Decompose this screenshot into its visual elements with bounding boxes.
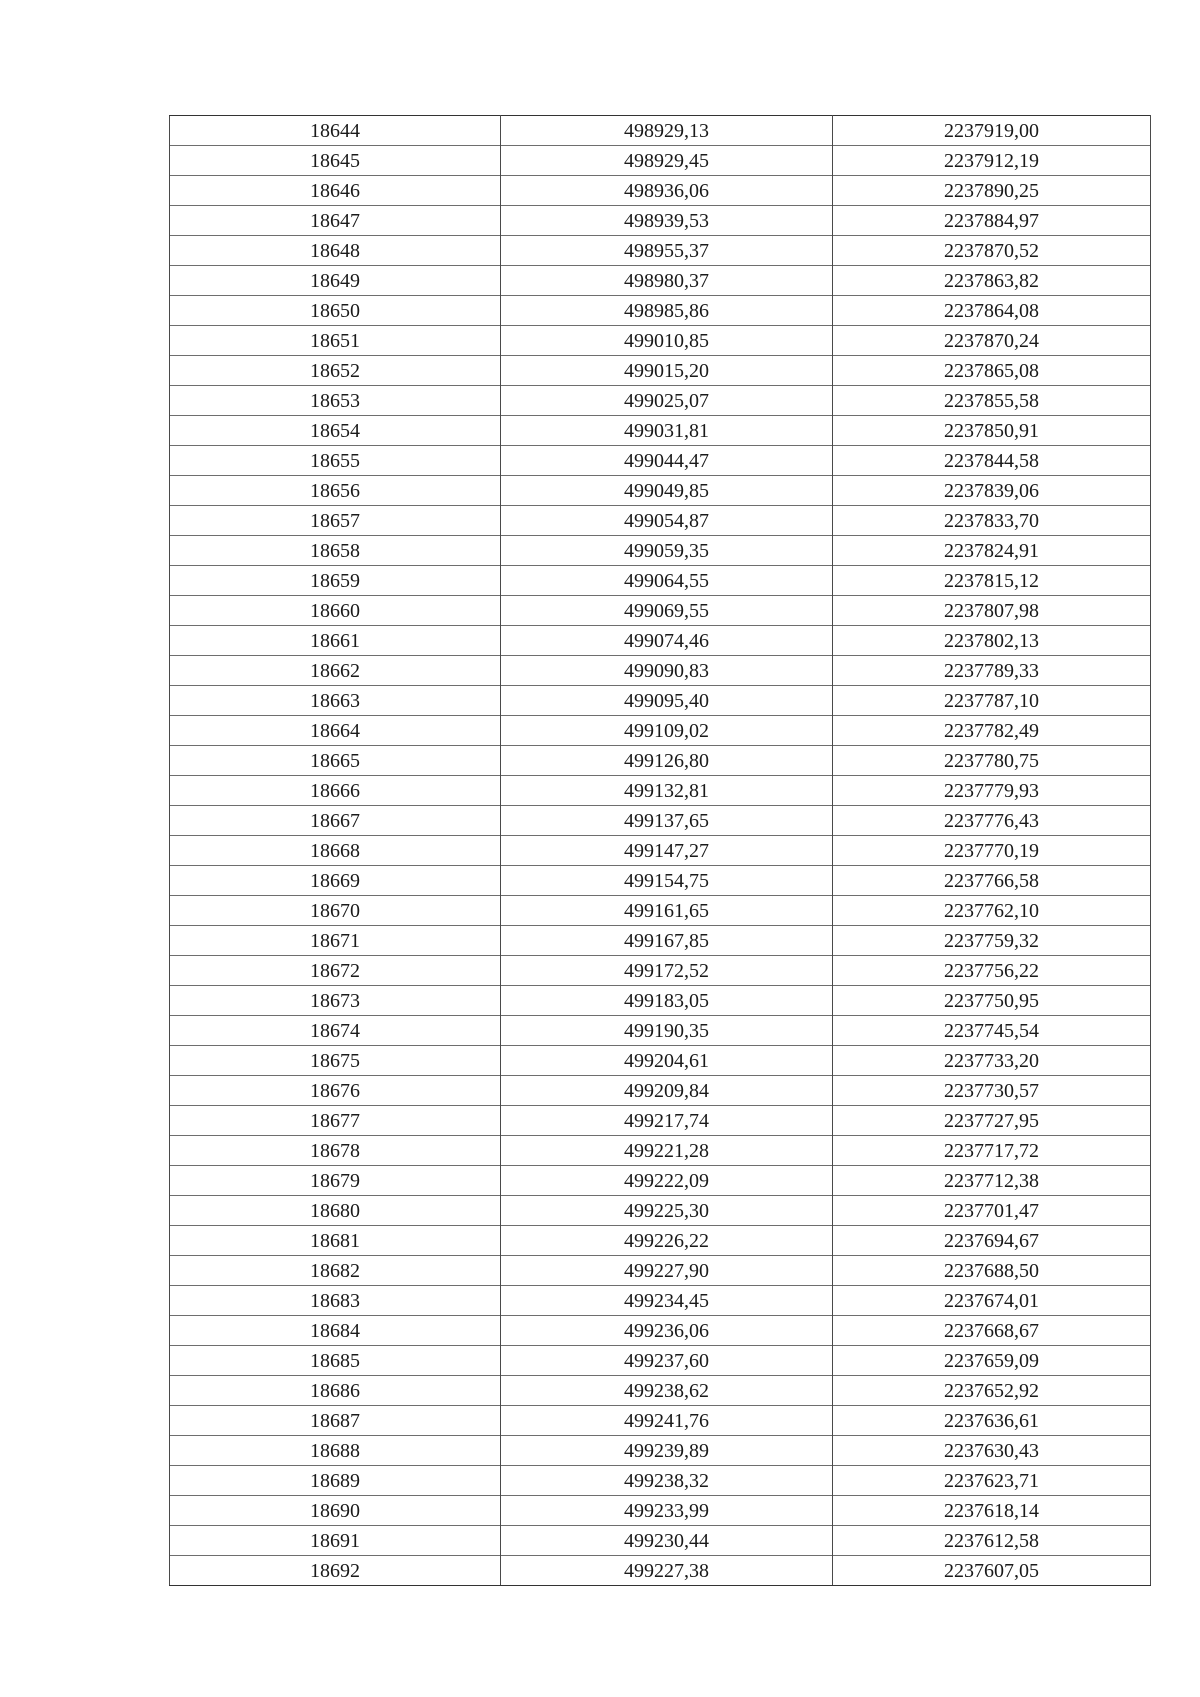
point-number-cell: 18663: [170, 686, 501, 716]
point-number-cell: 18657: [170, 506, 501, 536]
table-row: [170, 1076, 1151, 1106]
point-number-cell: 18691: [170, 1526, 501, 1556]
x-coordinate-cell: 499109,02: [501, 716, 833, 746]
y-coordinate-cell: 2237780,75: [833, 746, 1151, 776]
point-number-cell: 18660: [170, 596, 501, 626]
x-coordinate-cell: 499241,76: [501, 1406, 833, 1436]
point-number-cell: 18656: [170, 476, 501, 506]
point-number-cell: 18658: [170, 536, 501, 566]
y-coordinate-cell: 2237652,92: [833, 1376, 1151, 1406]
y-coordinate-cell: 2237912,19: [833, 146, 1151, 176]
y-coordinate-cell: 2237844,58: [833, 446, 1151, 476]
y-coordinate-cell: 2237807,98: [833, 596, 1151, 626]
point-number-cell: 18675: [170, 1046, 501, 1076]
table-row: [170, 1466, 1151, 1496]
table-row: [170, 266, 1151, 296]
x-coordinate-cell: 499010,85: [501, 326, 833, 356]
x-coordinate-cell: 499209,84: [501, 1076, 833, 1106]
table-row: [170, 776, 1151, 806]
table-row: [170, 716, 1151, 746]
point-number-cell: 18661: [170, 626, 501, 656]
table-row: [170, 416, 1151, 446]
point-number-cell: 18648: [170, 236, 501, 266]
point-number-cell: 18678: [170, 1136, 501, 1166]
y-coordinate-cell: 2237727,95: [833, 1106, 1151, 1136]
table-row: [170, 1406, 1151, 1436]
x-coordinate-cell: 499049,85: [501, 476, 833, 506]
point-number-cell: 18655: [170, 446, 501, 476]
table-row: [170, 1496, 1151, 1526]
x-coordinate-cell: 499054,87: [501, 506, 833, 536]
x-coordinate-cell: 499227,38: [501, 1556, 833, 1586]
point-number-cell: 18687: [170, 1406, 501, 1436]
y-coordinate-cell: 2237674,01: [833, 1286, 1151, 1316]
x-coordinate-cell: 498980,37: [501, 266, 833, 296]
table-row: [170, 986, 1151, 1016]
y-coordinate-cell: 2237789,33: [833, 656, 1151, 686]
y-coordinate-cell: 2237776,43: [833, 806, 1151, 836]
point-number-cell: 18664: [170, 716, 501, 746]
y-coordinate-cell: 2237787,10: [833, 686, 1151, 716]
table-row: [170, 326, 1151, 356]
point-number-cell: 18645: [170, 146, 501, 176]
table-row: [170, 1316, 1151, 1346]
point-number-cell: 18649: [170, 266, 501, 296]
x-coordinate-cell: 499069,55: [501, 596, 833, 626]
point-number-cell: 18673: [170, 986, 501, 1016]
point-number-cell: 18667: [170, 806, 501, 836]
point-number-cell: 18684: [170, 1316, 501, 1346]
x-coordinate-cell: 499031,81: [501, 416, 833, 446]
point-number-cell: 18683: [170, 1286, 501, 1316]
y-coordinate-cell: 2237762,10: [833, 896, 1151, 926]
point-number-cell: 18689: [170, 1466, 501, 1496]
point-number-cell: 18680: [170, 1196, 501, 1226]
x-coordinate-cell: 499172,52: [501, 956, 833, 986]
y-coordinate-cell: 2237630,43: [833, 1436, 1151, 1466]
x-coordinate-cell: 499044,47: [501, 446, 833, 476]
y-coordinate-cell: 2237612,58: [833, 1526, 1151, 1556]
point-number-cell: 18672: [170, 956, 501, 986]
y-coordinate-cell: 2237890,25: [833, 176, 1151, 206]
y-coordinate-cell: 2237815,12: [833, 566, 1151, 596]
y-coordinate-cell: 2237688,50: [833, 1256, 1151, 1286]
y-coordinate-cell: 2237668,67: [833, 1316, 1151, 1346]
x-coordinate-cell: 498955,37: [501, 236, 833, 266]
y-coordinate-cell: 2237756,22: [833, 956, 1151, 986]
x-coordinate-cell: 499059,35: [501, 536, 833, 566]
table-row: [170, 1196, 1151, 1226]
table-row: [170, 1256, 1151, 1286]
x-coordinate-cell: 499132,81: [501, 776, 833, 806]
x-coordinate-cell: 499233,99: [501, 1496, 833, 1526]
x-coordinate-cell: 499074,46: [501, 626, 833, 656]
y-coordinate-cell: 2237864,08: [833, 296, 1151, 326]
y-coordinate-cell: 2237833,70: [833, 506, 1151, 536]
point-number-cell: 18690: [170, 1496, 501, 1526]
table-row: [170, 806, 1151, 836]
table-row: [170, 1106, 1151, 1136]
table-row: [170, 746, 1151, 776]
point-number-cell: 18677: [170, 1106, 501, 1136]
table-row: [170, 956, 1151, 986]
x-coordinate-cell: 499137,65: [501, 806, 833, 836]
x-coordinate-cell: 499161,65: [501, 896, 833, 926]
point-number-cell: 18674: [170, 1016, 501, 1046]
table-row: [170, 1436, 1151, 1466]
x-coordinate-cell: 499217,74: [501, 1106, 833, 1136]
table-row: [170, 356, 1151, 386]
x-coordinate-cell: 499025,07: [501, 386, 833, 416]
table-row: [170, 626, 1151, 656]
point-number-cell: 18666: [170, 776, 501, 806]
x-coordinate-cell: 499183,05: [501, 986, 833, 1016]
point-number-cell: 18662: [170, 656, 501, 686]
y-coordinate-cell: 2237779,93: [833, 776, 1151, 806]
y-coordinate-cell: 2237870,52: [833, 236, 1151, 266]
x-coordinate-cell: 498939,53: [501, 206, 833, 236]
x-coordinate-cell: 499238,62: [501, 1376, 833, 1406]
table-row: [170, 656, 1151, 686]
x-coordinate-cell: 499237,60: [501, 1346, 833, 1376]
y-coordinate-cell: 2237850,91: [833, 416, 1151, 446]
x-coordinate-cell: 499126,80: [501, 746, 833, 776]
x-coordinate-cell: 499190,35: [501, 1016, 833, 1046]
x-coordinate-cell: 499227,90: [501, 1256, 833, 1286]
x-coordinate-cell: 499226,22: [501, 1226, 833, 1256]
y-coordinate-cell: 2237863,82: [833, 266, 1151, 296]
point-number-cell: 18650: [170, 296, 501, 326]
table-row: [170, 446, 1151, 476]
point-number-cell: 18653: [170, 386, 501, 416]
y-coordinate-cell: 2237865,08: [833, 356, 1151, 386]
x-coordinate-cell: 498985,86: [501, 296, 833, 326]
table-row: [170, 176, 1151, 206]
y-coordinate-cell: 2237870,24: [833, 326, 1151, 356]
point-number-cell: 18665: [170, 746, 501, 776]
x-coordinate-cell: 499234,45: [501, 1286, 833, 1316]
table-row: [170, 146, 1151, 176]
x-coordinate-cell: 499221,28: [501, 1136, 833, 1166]
table-row: [170, 686, 1151, 716]
point-number-cell: 18659: [170, 566, 501, 596]
point-number-cell: 18671: [170, 926, 501, 956]
point-number-cell: 18668: [170, 836, 501, 866]
table-row: [170, 1136, 1151, 1166]
x-coordinate-cell: 499230,44: [501, 1526, 833, 1556]
x-coordinate-cell: 499167,85: [501, 926, 833, 956]
point-number-cell: 18646: [170, 176, 501, 206]
table-row: [170, 506, 1151, 536]
x-coordinate-cell: 499222,09: [501, 1166, 833, 1196]
table-row: [170, 896, 1151, 926]
y-coordinate-cell: 2237884,97: [833, 206, 1151, 236]
y-coordinate-cell: 2237824,91: [833, 536, 1151, 566]
table-row: [170, 1226, 1151, 1256]
table-row: [170, 836, 1151, 866]
point-number-cell: 18679: [170, 1166, 501, 1196]
table-row: [170, 116, 1151, 146]
x-coordinate-cell: 499239,89: [501, 1436, 833, 1466]
table-row: [170, 1346, 1151, 1376]
table-row: [170, 566, 1151, 596]
x-coordinate-cell: 499095,40: [501, 686, 833, 716]
point-number-cell: 18692: [170, 1556, 501, 1586]
x-coordinate-cell: 499204,61: [501, 1046, 833, 1076]
table-row: [170, 596, 1151, 626]
y-coordinate-cell: 2237730,57: [833, 1076, 1151, 1106]
y-coordinate-cell: 2237839,06: [833, 476, 1151, 506]
coordinates-table: [169, 115, 1151, 1586]
point-number-cell: 18654: [170, 416, 501, 446]
x-coordinate-cell: 498929,45: [501, 146, 833, 176]
y-coordinate-cell: 2237636,61: [833, 1406, 1151, 1436]
table-row: [170, 1556, 1151, 1586]
point-number-cell: 18669: [170, 866, 501, 896]
point-number-cell: 18685: [170, 1346, 501, 1376]
y-coordinate-cell: 2237770,19: [833, 836, 1151, 866]
x-coordinate-cell: 498929,13: [501, 116, 833, 146]
table-row: [170, 1046, 1151, 1076]
y-coordinate-cell: 2237855,58: [833, 386, 1151, 416]
y-coordinate-cell: 2237712,38: [833, 1166, 1151, 1196]
x-coordinate-cell: 498936,06: [501, 176, 833, 206]
x-coordinate-cell: 499147,27: [501, 836, 833, 866]
y-coordinate-cell: 2237782,49: [833, 716, 1151, 746]
y-coordinate-cell: 2237919,00: [833, 116, 1151, 146]
y-coordinate-cell: 2237759,32: [833, 926, 1151, 956]
x-coordinate-cell: 499225,30: [501, 1196, 833, 1226]
table-row: [170, 866, 1151, 896]
x-coordinate-cell: 499064,55: [501, 566, 833, 596]
table-row: [170, 206, 1151, 236]
table-row: [170, 1016, 1151, 1046]
y-coordinate-cell: 2237659,09: [833, 1346, 1151, 1376]
point-number-cell: 18686: [170, 1376, 501, 1406]
point-number-cell: 18652: [170, 356, 501, 386]
y-coordinate-cell: 2237745,54: [833, 1016, 1151, 1046]
table-row: [170, 1286, 1151, 1316]
y-coordinate-cell: 2237733,20: [833, 1046, 1151, 1076]
y-coordinate-cell: 2237750,95: [833, 986, 1151, 1016]
x-coordinate-cell: 499154,75: [501, 866, 833, 896]
x-coordinate-cell: 499236,06: [501, 1316, 833, 1346]
table-row: [170, 536, 1151, 566]
table-row: [170, 1526, 1151, 1556]
point-number-cell: 18651: [170, 326, 501, 356]
point-number-cell: 18676: [170, 1076, 501, 1106]
x-coordinate-cell: 499090,83: [501, 656, 833, 686]
table-row: [170, 296, 1151, 326]
table-row: [170, 926, 1151, 956]
point-number-cell: 18688: [170, 1436, 501, 1466]
y-coordinate-cell: 2237694,67: [833, 1226, 1151, 1256]
y-coordinate-cell: 2237607,05: [833, 1556, 1151, 1586]
coordinates-table-body: [170, 116, 1151, 1586]
point-number-cell: 18681: [170, 1226, 501, 1256]
table-row: [170, 1376, 1151, 1406]
table-row: [170, 236, 1151, 266]
y-coordinate-cell: 2237766,58: [833, 866, 1151, 896]
y-coordinate-cell: 2237701,47: [833, 1196, 1151, 1226]
point-number-cell: 18644: [170, 116, 501, 146]
y-coordinate-cell: 2237802,13: [833, 626, 1151, 656]
table-row: [170, 476, 1151, 506]
x-coordinate-cell: 499238,32: [501, 1466, 833, 1496]
y-coordinate-cell: 2237717,72: [833, 1136, 1151, 1166]
point-number-cell: 18647: [170, 206, 501, 236]
y-coordinate-cell: 2237618,14: [833, 1496, 1151, 1526]
y-coordinate-cell: 2237623,71: [833, 1466, 1151, 1496]
point-number-cell: 18670: [170, 896, 501, 926]
point-number-cell: 18682: [170, 1256, 501, 1286]
table-row: [170, 386, 1151, 416]
x-coordinate-cell: 499015,20: [501, 356, 833, 386]
table-row: [170, 1166, 1151, 1196]
